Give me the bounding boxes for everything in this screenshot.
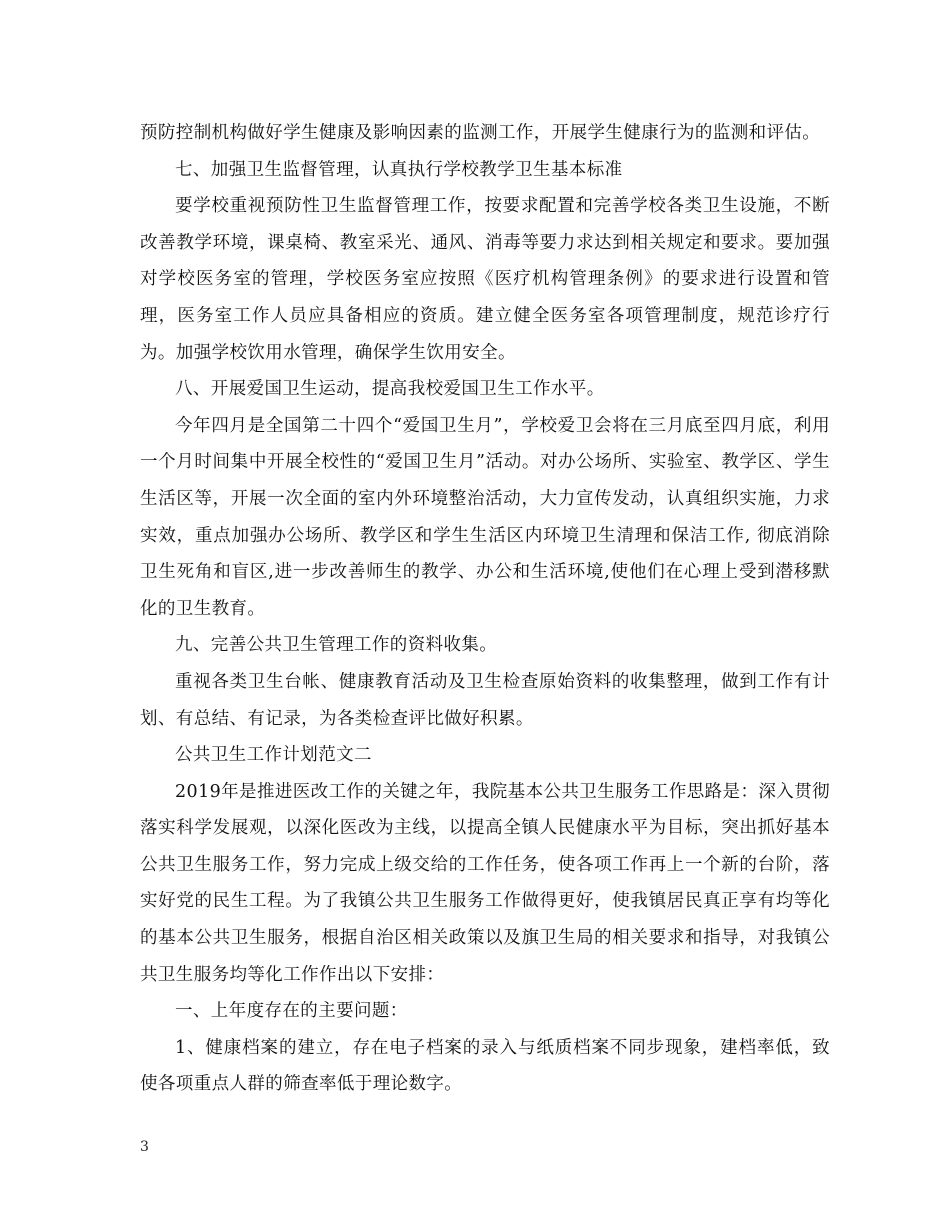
section-heading: 九、完善公共卫生管理工作的资料收集。 <box>175 635 498 656</box>
section-heading: 八、开展爱国卫生运动，提高我校爱国卫生工作水平。 <box>175 379 605 400</box>
page-number: 3 <box>140 1139 149 1155</box>
paragraph: 1、健康档案的建立，存在电子档案的录入与纸质档案不同步现象，建档率低，致使各项重点人群的筛查率低于理论数字。 <box>140 1037 830 1095</box>
paragraph: 预防控制机构做好学生健康及影响因素的监测工作，开展学生健康行为的监测和评估。 <box>140 123 821 143</box>
section-heading: 一、上年度存在的主要问题： <box>175 1001 408 1022</box>
document-body <box>140 115 830 1103</box>
paragraph: 今年四月是全国第二十四个“爱国卫生月”，学校爱卫会将在三月底至四月底，利用一个月时间集中开展全校性的“爱国卫生月”活动。对办公场所、实验室、教学区、学生生活区等，开展一次全面的室内外环境整治活动，大力宣传发动，认真组织实施，力求实效，重点加强办公场所、教学区和学生生活区内环境卫生清理和保洁工作, 彻底消除卫生死角和盲区,进一步改善师生的教学、办公和生活环境,使他们在心理上受到潜移默化的卫生教育。 <box>140 415 830 619</box>
document-subtitle: 公共卫生工作计划范文二 <box>175 745 372 766</box>
section-heading: 七、加强卫生监督管理，认真执行学校教学卫生基本标准 <box>175 159 623 180</box>
paragraph: 要学校重视预防性卫生监督管理工作，按要求配置和完善学校各类卫生设施，不断改善教学环境，课桌椅、教室采光、通风、消毒等要力求达到相关规定和要求。要加强对学校医务室的管理，学校医务室应按照《医疗机构管理条例》的要求进行设置和管理，医务室工作人员应具备相应的资质。建立健全医务室各项管理制度，规范诊疗行为。加强学校饮用水管理，确保学生饮用安全。 <box>140 196 830 363</box>
paragraph: 2019年是推进医改工作的关键之年，我院基本公共卫生服务工作思路是：深入贯彻落实科学发展观，以深化医改为主线，以提高全镇人民健康水平为目标，突出抓好基本公共卫生服务工作，努力完成上级交给的工作任务，使各项工作再上一个新的台阶，落实好党的民生工程。为了我镇公共卫生服务工作做得更好，使我镇居民真正享有均等化的基本公共卫生服务，根据自治区相关政策以及旗卫生局的相关要求和指导，对我镇公共卫生服务均等化工作作出以下安排： <box>140 781 830 985</box>
paragraph: 重视各类卫生台帐、健康教育活动及卫生检查原始资料的收集整理，做到工作有计划、有总结、有记录，为各类检查评比做好积累。 <box>140 671 830 729</box>
